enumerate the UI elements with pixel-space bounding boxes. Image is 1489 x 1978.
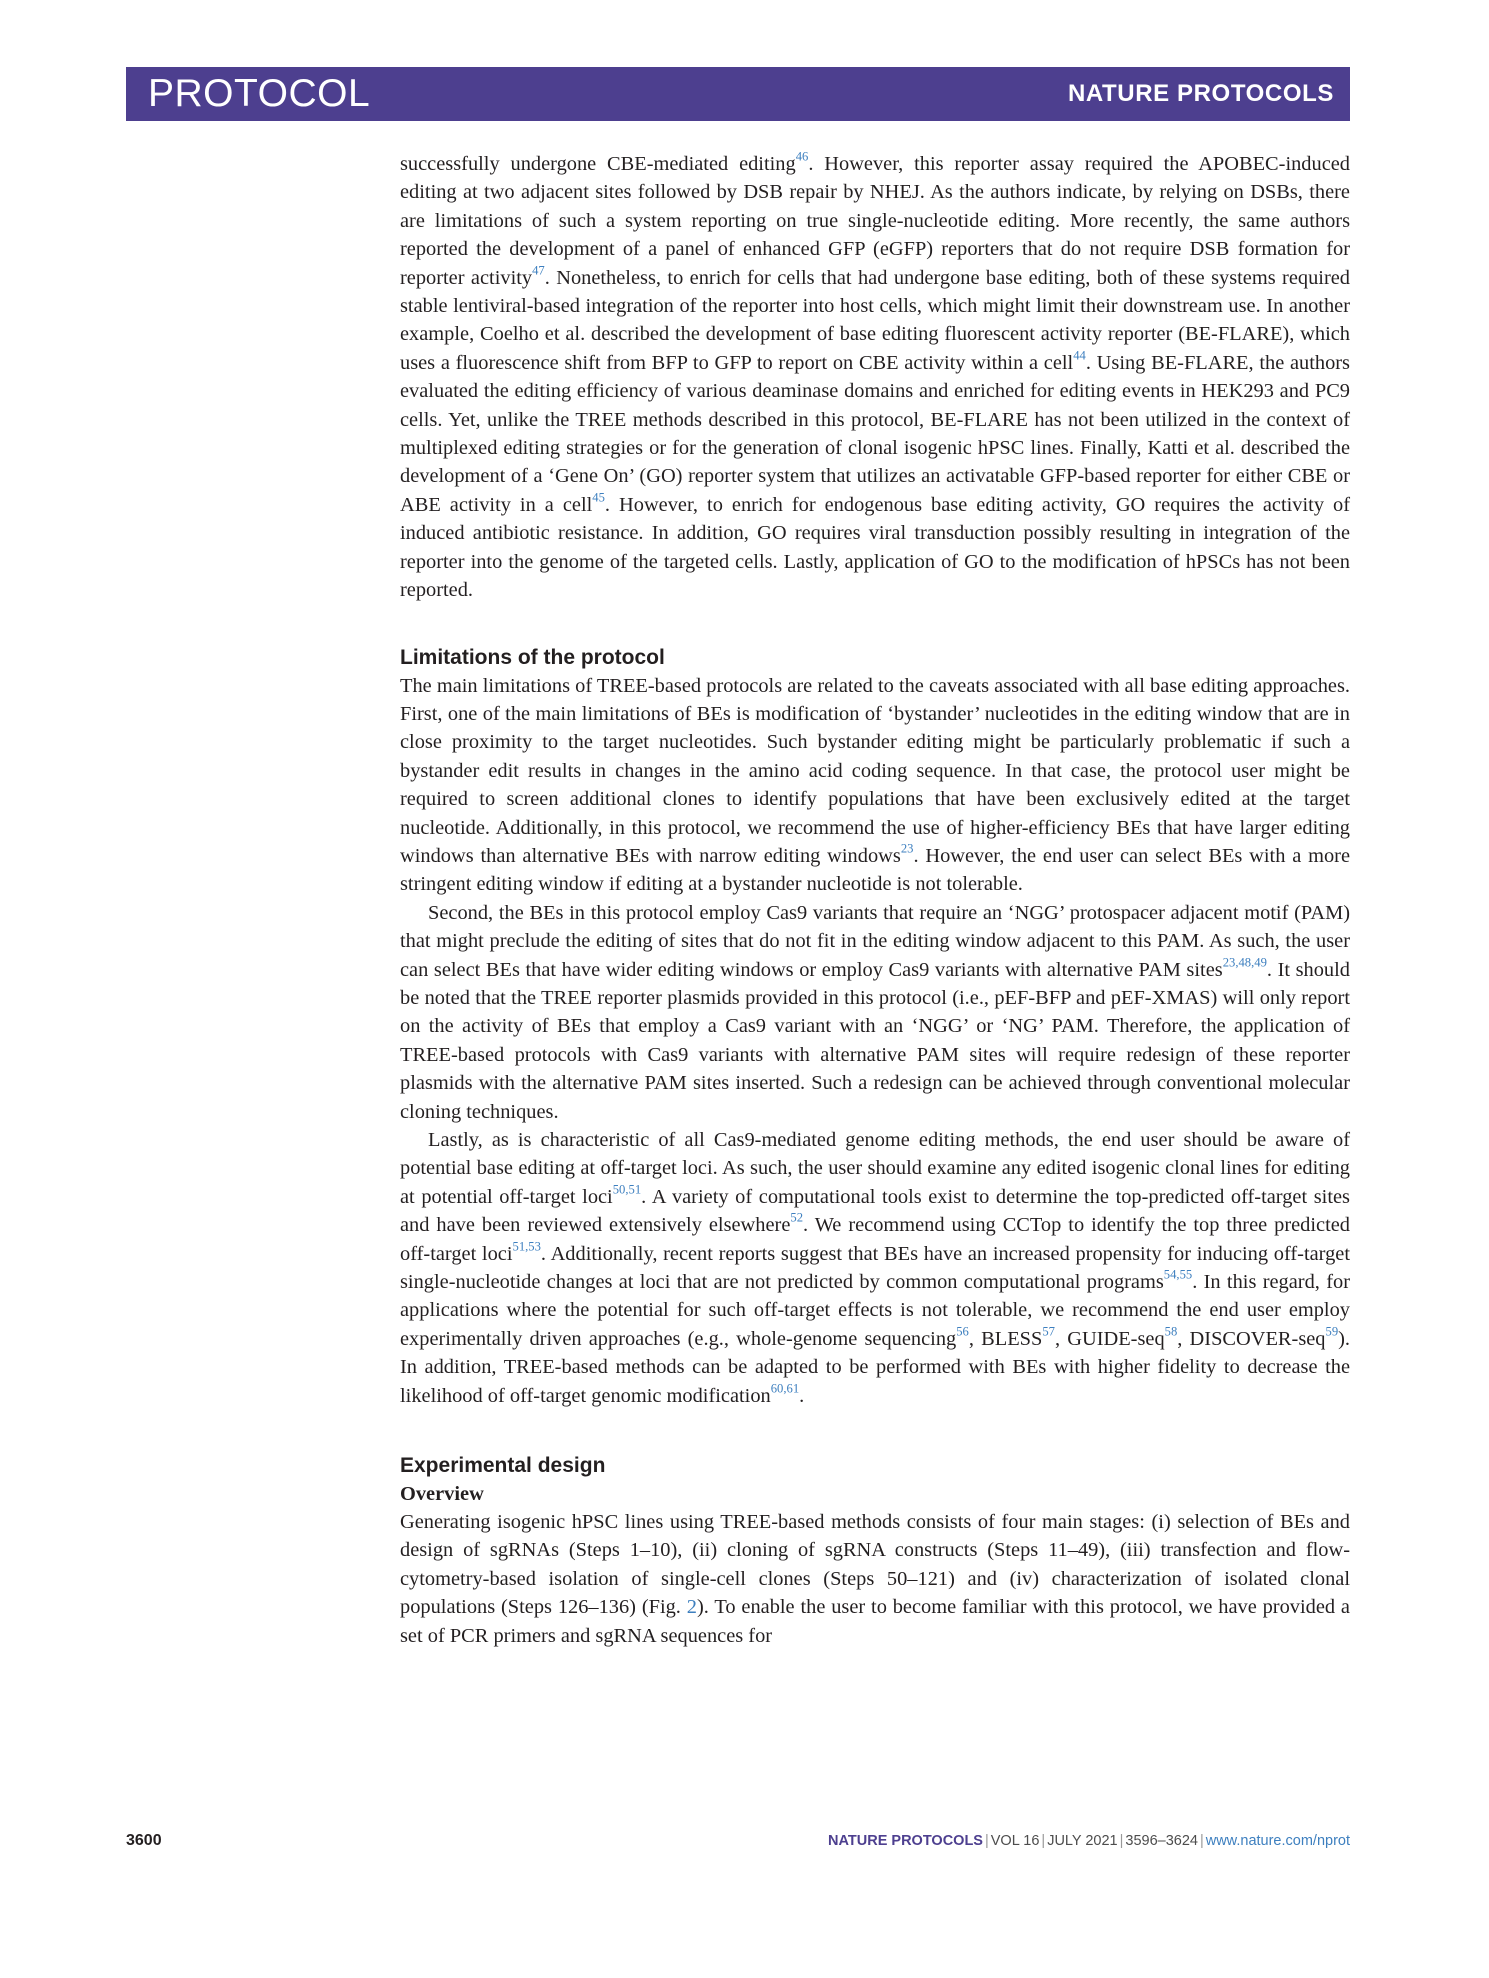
section-label: PROTOCOL <box>148 72 371 115</box>
reference-link[interactable]: 23,48,49 <box>1222 955 1267 970</box>
reference-link[interactable]: 51,53 <box>512 1239 541 1254</box>
figure-link[interactable]: 2 <box>686 1596 697 1619</box>
paragraph: Generating isogenic hPSC lines using TREE-based methods consists of four main stages: (i) selection of BEs and design of sgRNAs (Steps 1–10), (ii) cloning of sgRNA constructs (Steps 11–49), (iii) transfection and flow-cytometry-based isolation of single-cell clones (Steps 50–121) and (iv) characterization of isolated clonal populations (Steps 126–136) (Fig. 2). To enable the user to become familiar with this protocol, we have provided a set of PCR primers and sgRNA sequences for <box>400 1511 1350 1647</box>
reference-link[interactable]: 60,61 <box>770 1381 800 1396</box>
reference-link[interactable]: 50,51 <box>612 1182 642 1197</box>
reference-link[interactable]: 58 <box>1164 1324 1178 1339</box>
section-heading: Limitations of the protocol <box>400 645 665 669</box>
journal-name: NATURE PROTOCOLS <box>1067 80 1334 107</box>
paragraph: Lastly, as is characteristic of all Cas9-mediated genome editing methods, the end user should be aware of potential base editing at off-target loci. As such, the user should examine any edited isogenic clonal lines for editing at potential off-target loci$^{50,51}$. A variety of computational tools exist to determine the top-predicted off-target sites and have been reviewed extensively elsewhere$^{52}$. We recommend using CCTop to identify the top three predicted off-target loci$^{51,53}$. Additionally, recent reports suggest that BEs have an increased propensity for inducing off-target single-nucleotide changes at loci that are not predicted by common computational programs$^{54,55}$. In this regard, for applications where the potential for such off-target effects is not tolerable, we recommend the end user employ experimentally driven approaches (e.g., whole-genome sequencing$^{56}$, BLESS$^{57}$, GUIDE-seq$^{58}$, DISCOVER-seq$^{59}$). In addition, TREE-based methods can be adapted to be performed with BEs with higher fidelity to decrease the likelihood of off-target genomic modification$^{60,61}$. <box>400 1129 1351 1407</box>
reference-link[interactable]: 52 <box>790 1210 803 1225</box>
citation-line: NATURE PROTOCOLS | VOL 16 | JULY 2021 | 3596–3624 | www.nature.com/nprot <box>828 1833 1350 1849</box>
page-number: 3600 <box>126 1832 162 1849</box>
paragraph: Second, the BEs in this protocol employ Cas9 variants that require an ‘NGG’ protospacer adjacent motif (PAM) that might preclude the editing of sites that do not fit in the editing window adjacent to this PAM. As such, the user can select BEs that have wider editing windows or employ Cas9 variants with alternative PAM sites$^{23,48,49}$. It should be noted that the TREE reporter plasmids provided in this protocol (i.e., pEF-BFP and pEF-XMAS) will only report on the activity of BEs that employ a Cas9 variant with an ‘NGG’ or ‘NG’ PAM. Therefore, the application of TREE-based protocols with Cas9 variants with alternative PAM sites will require redesign of these reporter plasmids with the alternative PAM sites inserted. Such a redesign can be achieved through conventional molecular cloning techniques. <box>400 901 1350 1123</box>
footer-pages: 3596–3624 <box>1125 1833 1198 1849</box>
reference-link[interactable]: 44 <box>1073 348 1086 363</box>
reference-link[interactable]: 59 <box>1325 1324 1339 1339</box>
reference-link[interactable]: 23 <box>900 841 914 856</box>
reference-link[interactable]: 57 <box>1042 1324 1055 1339</box>
footer-journal: NATURE PROTOCOLS <box>828 1833 983 1849</box>
section-heading: Experimental design <box>400 1454 606 1478</box>
article-body <box>400 150 1350 1650</box>
reference-link[interactable]: 47 <box>532 263 545 278</box>
reference-link[interactable]: 54,55 <box>1163 1267 1193 1282</box>
footer-date: JULY 2021 <box>1047 1833 1118 1849</box>
reference-link[interactable]: 46 <box>795 149 809 164</box>
footer-volume: VOL 16 <box>990 1833 1040 1849</box>
journal-url-link[interactable]: www.nature.com/nprot <box>1205 1833 1350 1849</box>
reference-link[interactable]: 45 <box>592 490 605 505</box>
reference-link[interactable]: 56 <box>956 1324 969 1339</box>
paragraph: successfully undergone CBE-mediated editing$^{46}$. However, this reporter assay required the APOBEC-induced editing at two adjacent sites followed by DSB repair by NHEJ. As the authors indicate, by relying on DSBs, there are limitations of such a system reporting on true single-nucleotide editing. More recently, the same authors reported the development of a panel of enhanced GFP (eGFP) reporters that do not require DSB formation for reporter activity$^{47}$. Nonetheless, to enrich for cells that had undergone base editing, both of these systems required stable lentiviral-based integration of the reporter into host cells, which might limit their downstream use. In another example, Coelho et al. described the development of base editing fluorescent activity reporter (BE-FLARE), which uses a fluorescence shift from BFP to GFP to report on CBE activity within a cell$^{44}$. Using BE-FLARE, the authors evaluated the editing efficiency of various deaminase domains and enriched for editing events in HEK293 and PC9 cells. Yet, unlike the TREE methods described in this protocol, BE-FLARE has not been utilized in the context of multiplexed editing strategies or for the generation of clonal isogenic hPSC lines. Finally, Katti et al. described the development of a ‘Gene On’ (GO) reporter system that utilizes an activatable GFP-based reporter for either CBE or ABE activity in a cell$^{45}$. However, to enrich for endogenous base editing activity, GO requires the activity of induced antibiotic resistance. In addition, GO requires viral transduction possibly resulting in integration of the reporter into the genome of the targeted cells. Lastly, application of GO to the modification of hPSCs has not been reported. <box>400 149 1351 602</box>
paragraph: The main limitations of TREE-based protocols are related to the caveats associated with all base editing approaches. First, one of the main limitations of BEs is modification of ‘bystander’ nucleotides in the editing window that are in close proximity to the target nucleotides. Such bystander editing might be particularly problematic if such a bystander edit results in changes in the amino acid coding sequence. In that case, the protocol user might be required to screen additional clones to identify populations that have been exclusively edited at the target nucleotide. Additionally, in this protocol, we recommend the use of higher-efficiency BEs that have larger editing windows than alternative BEs with narrow editing windows$^{23}$. However, the end user can select BEs with a more stringent editing window if editing at a bystander nucleotide is not tolerable. <box>400 674 1351 896</box>
subsection-heading: Overview <box>400 1483 484 1506</box>
header-bar <box>126 67 1350 121</box>
